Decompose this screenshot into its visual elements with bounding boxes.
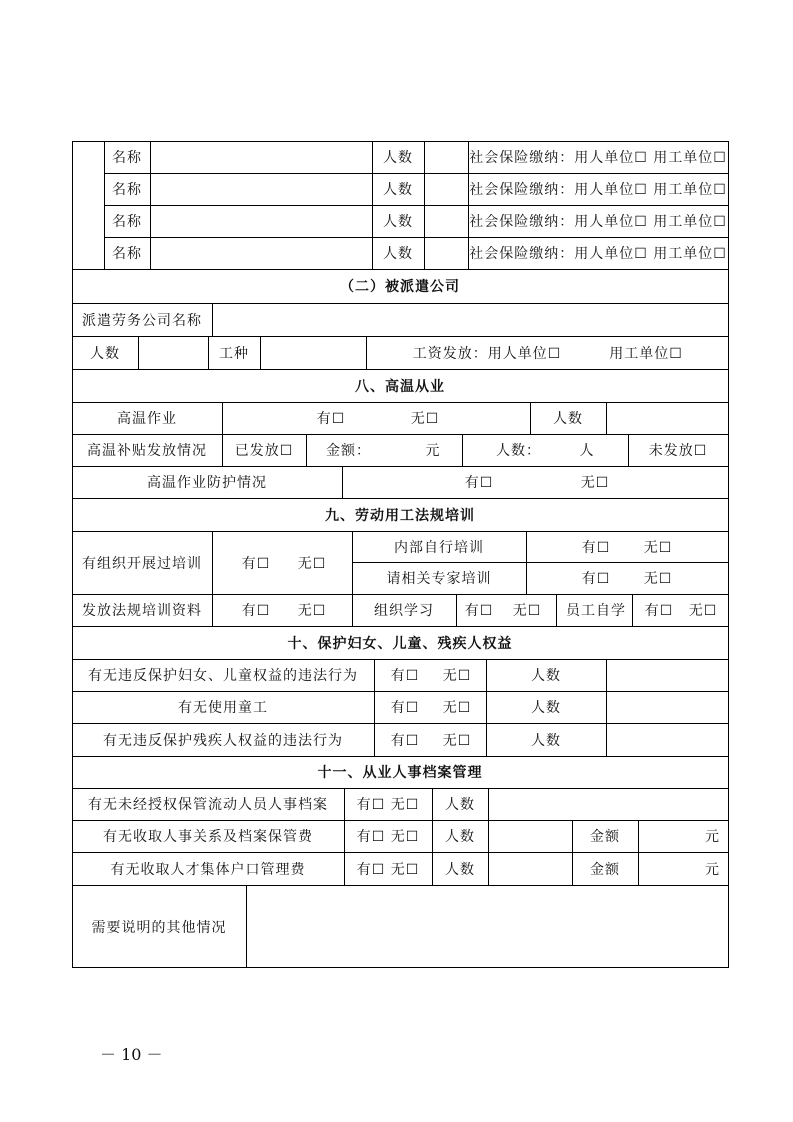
subsidy-person-unit: 人 — [579, 443, 595, 459]
rights-count-input[interactable] — [606, 691, 728, 723]
archives-yesno-checkboxes[interactable]: 有☐ 无☐ — [356, 861, 420, 878]
company-name-input[interactable] — [212, 303, 728, 336]
expert-yes-checkbox[interactable]: 有☐ — [581, 571, 611, 587]
count-input[interactable] — [424, 237, 468, 269]
section-title-dispatched: （二）被派遣公司 — [340, 279, 460, 295]
protection-no-checkbox[interactable]: 无☐ — [580, 475, 610, 491]
other-situation-label: 需要说明的其他情况 — [91, 919, 227, 936]
group-no-checkbox[interactable]: 无☐ — [512, 603, 542, 619]
section-title-training: 九、劳动用工法规培训 — [325, 507, 475, 524]
group-study-label: 组织学习 — [374, 603, 434, 619]
section-title-archives: 十一、从业人事档案管理 — [317, 765, 483, 781]
protection-label: 高温作业防护情况 — [147, 475, 267, 491]
organized-yes-checkbox[interactable]: 有☐ — [241, 555, 271, 572]
materials-no-checkbox[interactable]: 无☐ — [297, 603, 327, 619]
insurance-options[interactable]: 社会保险缴纳：用人单位☐ 用工单位☐ — [469, 182, 727, 198]
rights-no-checkbox[interactable]: 无☐ — [442, 668, 472, 684]
archives-count-label: 人数 — [445, 797, 475, 813]
archives-amount-label: 金额 — [590, 861, 620, 878]
high-temp-count-input[interactable] — [606, 402, 728, 434]
rights-no-checkbox[interactable]: 无☐ — [442, 700, 472, 716]
self-yes-checkbox[interactable]: 有☐ — [644, 603, 674, 619]
name-input[interactable] — [150, 141, 372, 173]
high-temp-count-label: 人数 — [553, 411, 583, 427]
company-name-label: 派遣劳务公司名称 — [82, 312, 202, 329]
job-type-label: 工种 — [219, 345, 249, 362]
archives-yuan-unit: 元 — [705, 861, 720, 878]
organized-training-label: 有组织开展过培训 — [82, 555, 202, 572]
insurance-options[interactable]: 社会保险缴纳：用人单位☐ 用工单位☐ — [469, 246, 727, 262]
rights-count-input[interactable] — [606, 723, 728, 756]
name-label: 名称 — [112, 182, 142, 198]
expert-training-label: 请相关专家培训 — [386, 571, 492, 587]
archives-yesno-checkboxes[interactable]: 有☐ 无☐ — [356, 797, 420, 813]
count-label: 人数 — [383, 150, 413, 166]
archives-amount-label: 金额 — [590, 829, 620, 845]
wage-user-unit-option[interactable]: 用工单位☐ — [609, 345, 683, 362]
archives-count-input[interactable] — [488, 788, 728, 820]
materials-label: 发放法规培训资料 — [82, 603, 202, 619]
subsidy-issued-checkbox[interactable]: 已发放☐ — [234, 443, 294, 459]
self-study-label: 员工自学 — [566, 603, 626, 619]
other-situation-textarea[interactable] — [246, 885, 728, 968]
page-number: － 10 － — [100, 1045, 163, 1064]
name-input[interactable] — [150, 237, 372, 269]
archives-yesno-checkboxes[interactable]: 有☐ 无☐ — [356, 829, 420, 845]
self-no-checkbox[interactable]: 无☐ — [688, 603, 718, 619]
rights-yes-checkbox[interactable]: 有☐ — [390, 700, 420, 716]
protection-yes-checkbox[interactable]: 有☐ — [464, 475, 494, 491]
archives-count-input[interactable] — [488, 820, 572, 852]
rights-row-label: 有无违反保护妇女、儿童权益的违法行为 — [88, 668, 358, 684]
archives-row-label: 有无收取人才集体户口管理费 — [110, 861, 306, 878]
archives-count-input[interactable] — [488, 852, 572, 885]
rights-yes-checkbox[interactable]: 有☐ — [390, 732, 420, 749]
insurance-options[interactable]: 社会保险缴纳：用人单位☐ 用工单位☐ — [469, 214, 727, 230]
rights-count-label: 人数 — [531, 668, 561, 684]
archives-yuan-unit: 元 — [705, 829, 720, 845]
subsidy-yuan-unit: 元 — [425, 443, 441, 459]
archives-row-label: 有无收取人事关系及档案保管费 — [103, 829, 313, 845]
organized-no-checkbox[interactable]: 无☐ — [297, 555, 327, 572]
rights-row-label: 有无违反保护残疾人权益的违法行为 — [103, 732, 343, 749]
internal-training-label: 内部自行培训 — [394, 539, 484, 556]
name-label: 名称 — [112, 214, 142, 230]
count-input[interactable] — [424, 173, 468, 205]
rights-yes-checkbox[interactable]: 有☐ — [390, 668, 420, 684]
name-label: 名称 — [112, 150, 142, 166]
rights-count-label: 人数 — [531, 700, 561, 716]
wage-employer-option[interactable]: 工资发放：用人单位☐ — [412, 345, 562, 362]
insurance-options[interactable]: 社会保险缴纳：用人单位☐ 用工单位☐ — [469, 150, 727, 166]
section-title-rights: 十、保护妇女、儿童、残疾人权益 — [287, 635, 513, 652]
high-temp-work-label: 高温作业 — [117, 411, 177, 427]
group-yes-checkbox[interactable]: 有☐ — [464, 603, 494, 619]
expert-no-checkbox[interactable]: 无☐ — [643, 571, 673, 587]
section-title-high-temp: 八、高温从业 — [355, 378, 445, 395]
dispatch-count-input[interactable] — [138, 336, 208, 369]
internal-yes-checkbox[interactable]: 有☐ — [581, 539, 611, 556]
subsidy-not-issued-checkbox[interactable]: 未发放☐ — [648, 443, 708, 459]
subsidy-label: 高温补贴发放情况 — [87, 443, 207, 459]
count-input[interactable] — [424, 141, 468, 173]
name-label: 名称 — [112, 246, 142, 262]
materials-yes-checkbox[interactable]: 有☐ — [241, 603, 271, 619]
dispatch-count-label: 人数 — [90, 345, 120, 362]
rights-count-input[interactable] — [606, 659, 728, 691]
rights-row-label: 有无使用童工 — [178, 700, 268, 716]
archives-row-label: 有无未经授权保管流动人员人事档案 — [88, 797, 328, 813]
name-input[interactable] — [150, 173, 372, 205]
archives-count-label: 人数 — [445, 861, 475, 878]
archives-count-label: 人数 — [445, 829, 475, 845]
name-input[interactable] — [150, 205, 372, 237]
rights-count-label: 人数 — [531, 732, 561, 749]
subsidy-people-label: 人数： — [496, 443, 541, 459]
subsidy-amount-label: 金额： — [326, 443, 371, 459]
count-label: 人数 — [383, 246, 413, 262]
internal-no-checkbox[interactable]: 无☐ — [643, 539, 673, 556]
job-type-input[interactable] — [260, 336, 366, 369]
count-label: 人数 — [383, 214, 413, 230]
high-temp-no-checkbox[interactable]: 无☐ — [410, 411, 440, 427]
high-temp-yes-checkbox[interactable]: 有☐ — [316, 411, 346, 427]
count-label: 人数 — [383, 182, 413, 198]
rights-no-checkbox[interactable]: 无☐ — [442, 732, 472, 749]
count-input[interactable] — [424, 205, 468, 237]
